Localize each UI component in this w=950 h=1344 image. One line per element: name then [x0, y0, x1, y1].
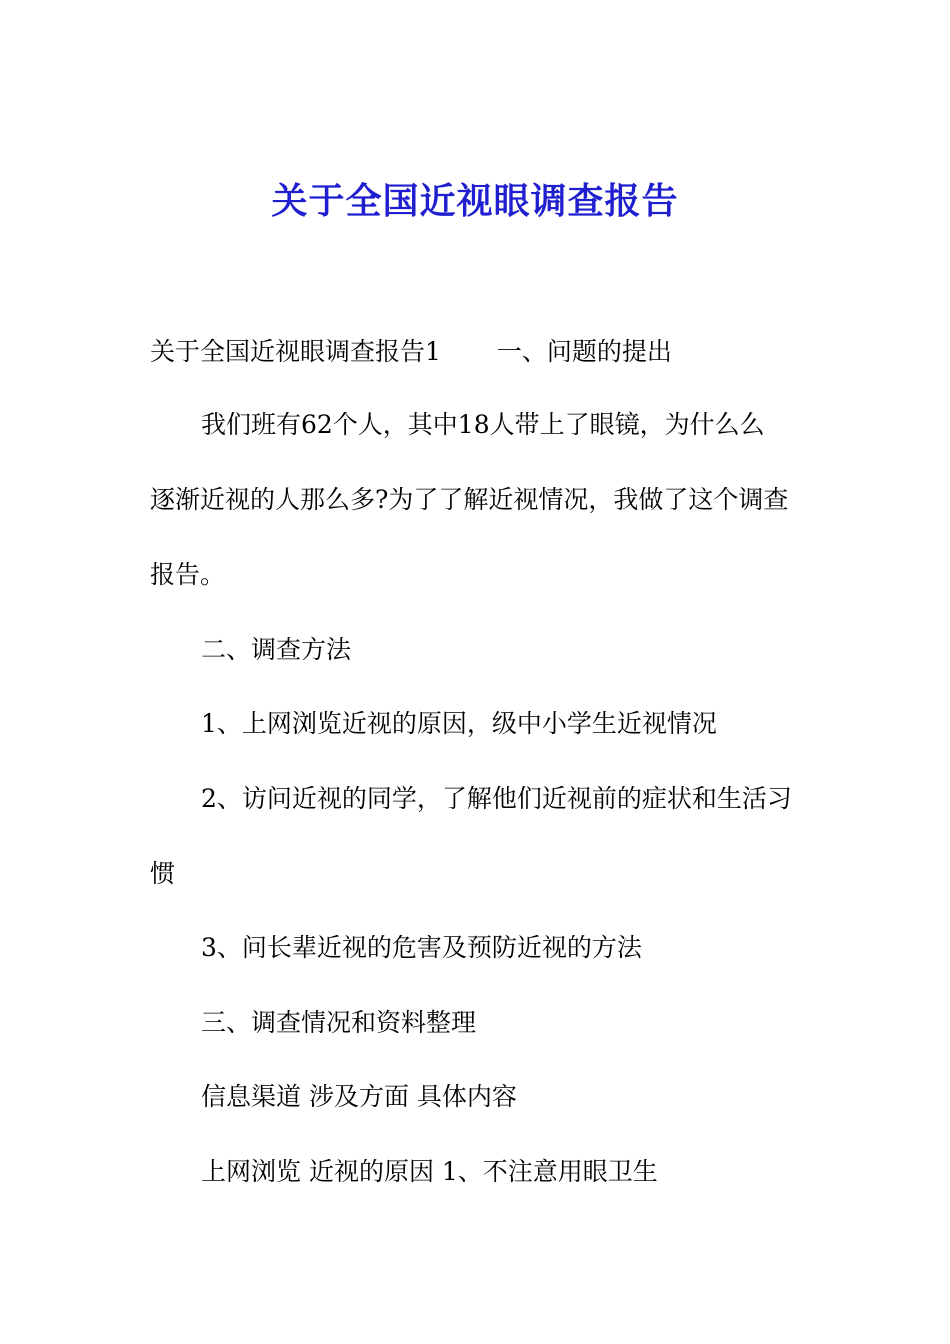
- report-heading-line: [150, 334, 672, 370]
- paragraph-line: 我们班有62个人，其中18人带上了眼镜，为什么么: [201, 410, 765, 439]
- list-item-continuation: 惯: [150, 859, 176, 888]
- table-row-line: 上网浏览 近视的原因 1、不注意用眼卫生: [201, 1157, 658, 1186]
- document-title: 关于全国近视眼调查报告: [271, 181, 679, 222]
- paragraph-line: 报告。: [150, 560, 226, 589]
- section-heading-1: 一、问题的提出: [496, 337, 672, 366]
- report-subtitle: 关于全国近视眼调查报告1: [150, 337, 441, 366]
- list-item: 2、访问近视的同学，了解他们近视前的症状和生活习: [201, 784, 792, 813]
- list-item: 3、问长辈近视的危害及预防近视的方法: [201, 933, 642, 962]
- table-header-line: 信息渠道 涉及方面 具体内容: [201, 1082, 517, 1111]
- section-heading-3: 三、调查情况和资料整理: [201, 1008, 477, 1037]
- section-heading-2: 二、调查方法: [201, 635, 352, 664]
- list-item: 1、上网浏览近视的原因，级中小学生近视情况: [201, 709, 717, 738]
- paragraph-line: 逐渐近视的人那么多?为了了解近视情况，我做了这个调查: [150, 485, 789, 514]
